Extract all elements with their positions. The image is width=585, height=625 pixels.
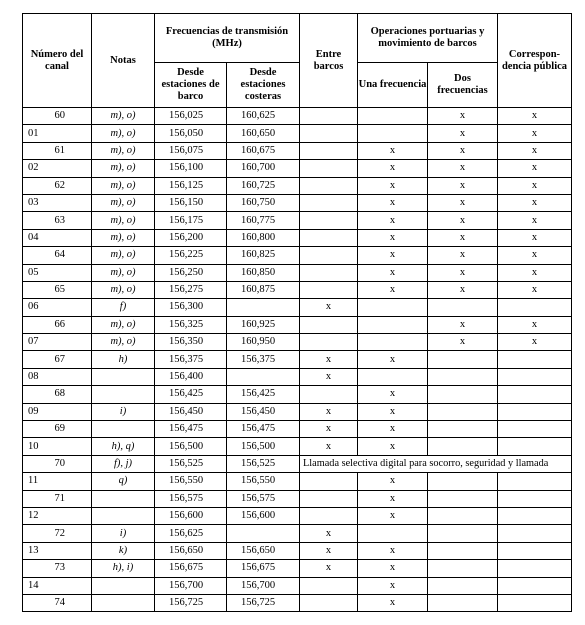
channel-number-cell: 64	[23, 247, 92, 264]
notes-cell: f)	[92, 299, 155, 316]
coast-frequency-cell: 156,700	[227, 577, 300, 594]
channel-number-cell: 62	[23, 177, 92, 194]
public-correspondence-cell	[498, 299, 572, 316]
table-row	[23, 142, 572, 159]
channel-number-cell: 05	[23, 264, 92, 281]
ship-frequency-cell: 156,675	[155, 560, 227, 577]
notes-cell	[92, 490, 155, 507]
coast-frequency-cell: 156,600	[227, 507, 300, 524]
channel-number-cell: 13	[23, 542, 92, 559]
coast-frequency-cell: 160,725	[227, 177, 300, 194]
public-correspondence-cell	[498, 386, 572, 403]
single-frequency-cell: x	[358, 577, 428, 594]
coast-frequency-cell: 156,500	[227, 438, 300, 455]
header-from-coast-stations: Desde estaciones costeras	[227, 63, 300, 108]
ship-to-ship-cell	[300, 473, 358, 490]
notes-cell	[92, 386, 155, 403]
public-correspondence-cell	[498, 594, 572, 611]
notes-cell: i)	[92, 525, 155, 542]
ship-to-ship-cell: x	[300, 368, 358, 385]
public-correspondence-cell	[498, 525, 572, 542]
coast-frequency-cell: 160,825	[227, 247, 300, 264]
public-correspondence-cell: x	[498, 160, 572, 177]
single-frequency-cell: x	[358, 560, 428, 577]
notes-cell	[92, 421, 155, 438]
public-correspondence-cell: x	[498, 108, 572, 125]
channel-number-cell: 03	[23, 194, 92, 211]
public-correspondence-cell: x	[498, 281, 572, 298]
ship-to-ship-cell: x	[300, 438, 358, 455]
ship-to-ship-cell: x	[300, 351, 358, 368]
ship-frequency-cell: 156,075	[155, 142, 227, 159]
single-frequency-cell: x	[358, 386, 428, 403]
channel-number-cell: 09	[23, 403, 92, 420]
single-frequency-cell: x	[358, 438, 428, 455]
single-frequency-cell: x	[358, 421, 428, 438]
table-row	[23, 194, 572, 211]
ship-to-ship-cell	[300, 194, 358, 211]
table-row	[23, 403, 572, 420]
table-row	[23, 108, 572, 125]
public-correspondence-cell: x	[498, 142, 572, 159]
table-row	[23, 368, 572, 385]
ship-to-ship-cell	[300, 177, 358, 194]
header-port-operations: Operaciones portuarias y movimiento de barcos	[358, 14, 498, 63]
ship-frequency-cell: 156,725	[155, 594, 227, 611]
table-row	[23, 264, 572, 281]
channel-table-container	[22, 13, 572, 612]
ship-to-ship-cell	[300, 108, 358, 125]
ship-to-ship-cell	[300, 316, 358, 333]
two-frequencies-cell	[428, 473, 498, 490]
channel-number-cell: 68	[23, 386, 92, 403]
single-frequency-cell: x	[358, 177, 428, 194]
two-frequencies-cell: x	[428, 212, 498, 229]
ship-to-ship-cell	[300, 212, 358, 229]
ship-to-ship-cell	[300, 160, 358, 177]
notes-cell: h)	[92, 351, 155, 368]
notes-cell: f), j)	[92, 455, 155, 472]
table-row	[23, 299, 572, 316]
table-row	[23, 334, 572, 351]
header-notes: Notas	[92, 14, 155, 108]
single-frequency-cell	[358, 368, 428, 385]
public-correspondence-cell: x	[498, 316, 572, 333]
two-frequencies-cell	[428, 421, 498, 438]
header-transmit-frequencies: Frecuencias de transmisión (MHz)	[155, 14, 300, 63]
header-public-correspondence: Correspon-dencia pública	[498, 14, 572, 108]
table-row	[23, 542, 572, 559]
single-frequency-cell	[358, 108, 428, 125]
ship-frequency-cell: 156,575	[155, 490, 227, 507]
single-frequency-cell: x	[358, 264, 428, 281]
table-row	[23, 455, 572, 472]
table-row	[23, 212, 572, 229]
coast-frequency-cell: 160,950	[227, 334, 300, 351]
coast-frequency-cell: 160,700	[227, 160, 300, 177]
public-correspondence-cell	[498, 490, 572, 507]
single-frequency-cell: x	[358, 160, 428, 177]
coast-frequency-cell: 156,450	[227, 403, 300, 420]
ship-to-ship-cell	[300, 142, 358, 159]
two-frequencies-cell: x	[428, 108, 498, 125]
public-correspondence-cell	[498, 351, 572, 368]
coast-frequency-cell: 156,725	[227, 594, 300, 611]
coast-frequency-cell: 160,675	[227, 142, 300, 159]
notes-cell: m), o)	[92, 334, 155, 351]
table-row	[23, 473, 572, 490]
channel-number-cell: 72	[23, 525, 92, 542]
ship-frequency-cell: 156,025	[155, 108, 227, 125]
ship-frequency-cell: 156,300	[155, 299, 227, 316]
single-frequency-cell: x	[358, 229, 428, 246]
single-frequency-cell: x	[358, 490, 428, 507]
coast-frequency-cell: 156,575	[227, 490, 300, 507]
table-row	[23, 421, 572, 438]
two-frequencies-cell	[428, 542, 498, 559]
public-correspondence-cell	[498, 403, 572, 420]
two-frequencies-cell	[428, 351, 498, 368]
ship-frequency-cell: 156,400	[155, 368, 227, 385]
two-frequencies-cell	[428, 560, 498, 577]
two-frequencies-cell	[428, 594, 498, 611]
ship-frequency-cell: 156,050	[155, 125, 227, 142]
coast-frequency-cell: 160,775	[227, 212, 300, 229]
ship-to-ship-cell: x	[300, 403, 358, 420]
ship-to-ship-cell	[300, 386, 358, 403]
two-frequencies-cell: x	[428, 125, 498, 142]
ship-to-ship-cell	[300, 577, 358, 594]
channel-number-cell: 10	[23, 438, 92, 455]
ship-to-ship-cell	[300, 594, 358, 611]
two-frequencies-cell	[428, 386, 498, 403]
header-two-frequencies: Dos frecuencias	[428, 63, 498, 108]
notes-cell: m), o)	[92, 194, 155, 211]
two-frequencies-cell	[428, 299, 498, 316]
notes-cell	[92, 577, 155, 594]
ship-to-ship-cell	[300, 490, 358, 507]
ship-frequency-cell: 156,625	[155, 525, 227, 542]
public-correspondence-cell	[498, 560, 572, 577]
ship-to-ship-cell	[300, 507, 358, 524]
channel-number-cell: 14	[23, 577, 92, 594]
two-frequencies-cell: x	[428, 264, 498, 281]
public-correspondence-cell	[498, 421, 572, 438]
ship-frequency-cell: 156,475	[155, 421, 227, 438]
ship-to-ship-cell	[300, 281, 358, 298]
ship-frequency-cell: 156,375	[155, 351, 227, 368]
single-frequency-cell: x	[358, 403, 428, 420]
coast-frequency-cell: 160,850	[227, 264, 300, 281]
notes-cell: m), o)	[92, 229, 155, 246]
table-row	[23, 507, 572, 524]
notes-cell: h), q)	[92, 438, 155, 455]
public-correspondence-cell	[498, 438, 572, 455]
two-frequencies-cell	[428, 525, 498, 542]
table-row	[23, 125, 572, 142]
public-correspondence-cell	[498, 542, 572, 559]
two-frequencies-cell	[428, 438, 498, 455]
two-frequencies-cell: x	[428, 334, 498, 351]
notes-cell: m), o)	[92, 264, 155, 281]
coast-frequency-cell: 156,525	[227, 455, 300, 472]
channel-number-cell: 11	[23, 473, 92, 490]
channel-number-cell: 60	[23, 108, 92, 125]
single-frequency-cell: x	[358, 542, 428, 559]
table-row	[23, 281, 572, 298]
two-frequencies-cell	[428, 577, 498, 594]
two-frequencies-cell	[428, 403, 498, 420]
single-frequency-cell: x	[358, 212, 428, 229]
channel-number-cell: 74	[23, 594, 92, 611]
header-channel-number: Número del canal	[23, 14, 92, 108]
channel-frequency-table	[22, 13, 572, 612]
channel-number-cell: 70	[23, 455, 92, 472]
coast-frequency-cell: 156,650	[227, 542, 300, 559]
single-frequency-cell	[358, 316, 428, 333]
single-frequency-cell: x	[358, 594, 428, 611]
coast-frequency-cell: 160,625	[227, 108, 300, 125]
single-frequency-cell	[358, 299, 428, 316]
ship-to-ship-cell: x	[300, 560, 358, 577]
ship-to-ship-cell	[300, 125, 358, 142]
notes-cell: m), o)	[92, 316, 155, 333]
notes-cell: m), o)	[92, 212, 155, 229]
table-row	[23, 438, 572, 455]
coast-frequency-cell	[227, 299, 300, 316]
header-ship-to-ship: Entre barcos	[300, 14, 358, 108]
two-frequencies-cell: x	[428, 281, 498, 298]
ship-frequency-cell: 156,425	[155, 386, 227, 403]
coast-frequency-cell: 156,475	[227, 421, 300, 438]
table-row	[23, 490, 572, 507]
ship-to-ship-cell: x	[300, 542, 358, 559]
coast-frequency-cell: 156,425	[227, 386, 300, 403]
coast-frequency-cell: 160,650	[227, 125, 300, 142]
ship-frequency-cell: 156,600	[155, 507, 227, 524]
header-from-ship-stations: Desde estaciones de barco	[155, 63, 227, 108]
ship-frequency-cell: 156,125	[155, 177, 227, 194]
single-frequency-cell: x	[358, 507, 428, 524]
ship-frequency-cell: 156,150	[155, 194, 227, 211]
single-frequency-cell: x	[358, 473, 428, 490]
header-single-frequency: Una frecuencia	[358, 63, 428, 108]
ship-frequency-cell: 156,525	[155, 455, 227, 472]
channel-number-cell: 71	[23, 490, 92, 507]
ship-frequency-cell: 156,200	[155, 229, 227, 246]
ship-frequency-cell: 156,325	[155, 316, 227, 333]
table-row	[23, 577, 572, 594]
single-frequency-cell	[358, 334, 428, 351]
channel-number-cell: 63	[23, 212, 92, 229]
notes-cell: h), i)	[92, 560, 155, 577]
public-correspondence-cell	[498, 368, 572, 385]
table-row	[23, 386, 572, 403]
coast-frequency-cell	[227, 368, 300, 385]
ship-to-ship-cell: x	[300, 299, 358, 316]
public-correspondence-cell	[498, 473, 572, 490]
coast-frequency-cell: 156,550	[227, 473, 300, 490]
single-frequency-cell: x	[358, 351, 428, 368]
ship-to-ship-cell	[300, 264, 358, 281]
notes-cell: m), o)	[92, 177, 155, 194]
notes-cell: m), o)	[92, 247, 155, 264]
public-correspondence-cell: x	[498, 212, 572, 229]
channel-number-cell: 73	[23, 560, 92, 577]
notes-cell: m), o)	[92, 160, 155, 177]
channel-number-cell: 65	[23, 281, 92, 298]
channel-number-cell: 12	[23, 507, 92, 524]
table-row	[23, 351, 572, 368]
two-frequencies-cell: x	[428, 160, 498, 177]
table-body	[23, 108, 572, 612]
notes-cell: m), o)	[92, 281, 155, 298]
channel-number-cell: 08	[23, 368, 92, 385]
coast-frequency-cell: 160,875	[227, 281, 300, 298]
two-frequencies-cell: x	[428, 229, 498, 246]
ship-frequency-cell: 156,275	[155, 281, 227, 298]
channel-number-cell: 04	[23, 229, 92, 246]
table-row	[23, 594, 572, 611]
notes-cell: i)	[92, 403, 155, 420]
notes-cell	[92, 507, 155, 524]
single-frequency-cell: x	[358, 281, 428, 298]
table-row	[23, 247, 572, 264]
notes-cell	[92, 594, 155, 611]
channel-number-cell: 02	[23, 160, 92, 177]
ship-frequency-cell: 156,450	[155, 403, 227, 420]
table-row	[23, 316, 572, 333]
coast-frequency-cell: 160,750	[227, 194, 300, 211]
ship-frequency-cell: 156,700	[155, 577, 227, 594]
two-frequencies-cell	[428, 490, 498, 507]
notes-cell: m), o)	[92, 108, 155, 125]
notes-cell: m), o)	[92, 125, 155, 142]
channel-number-cell: 01	[23, 125, 92, 142]
ship-frequency-cell: 156,650	[155, 542, 227, 559]
coast-frequency-cell	[227, 525, 300, 542]
ship-to-ship-cell: x	[300, 421, 358, 438]
public-correspondence-cell: x	[498, 194, 572, 211]
single-frequency-cell: x	[358, 142, 428, 159]
single-frequency-cell: x	[358, 194, 428, 211]
public-correspondence-cell: x	[498, 177, 572, 194]
ship-frequency-cell: 156,350	[155, 334, 227, 351]
ship-to-ship-cell	[300, 334, 358, 351]
public-correspondence-cell: x	[498, 125, 572, 142]
ship-frequency-cell: 156,250	[155, 264, 227, 281]
ship-frequency-cell: 156,500	[155, 438, 227, 455]
table-row	[23, 229, 572, 246]
two-frequencies-cell: x	[428, 177, 498, 194]
public-correspondence-cell: x	[498, 264, 572, 281]
ship-to-ship-cell	[300, 229, 358, 246]
ship-to-ship-cell: x	[300, 525, 358, 542]
public-correspondence-cell: x	[498, 334, 572, 351]
table-row	[23, 560, 572, 577]
table-row	[23, 177, 572, 194]
channel-number-cell: 69	[23, 421, 92, 438]
two-frequencies-cell	[428, 368, 498, 385]
notes-cell	[92, 368, 155, 385]
public-correspondence-cell	[498, 507, 572, 524]
table-row	[23, 525, 572, 542]
channel-number-cell: 66	[23, 316, 92, 333]
ship-frequency-cell: 156,225	[155, 247, 227, 264]
table-row	[23, 160, 572, 177]
notes-cell: k)	[92, 542, 155, 559]
channel-number-cell: 06	[23, 299, 92, 316]
single-frequency-cell	[358, 125, 428, 142]
two-frequencies-cell: x	[428, 194, 498, 211]
two-frequencies-cell	[428, 507, 498, 524]
ship-to-ship-cell	[300, 247, 358, 264]
two-frequencies-cell: x	[428, 247, 498, 264]
channel-number-cell: 61	[23, 142, 92, 159]
public-correspondence-cell: x	[498, 229, 572, 246]
channel-number-cell: 07	[23, 334, 92, 351]
two-frequencies-cell: x	[428, 142, 498, 159]
two-frequencies-cell: x	[428, 316, 498, 333]
channel-number-cell: 67	[23, 351, 92, 368]
ship-frequency-cell: 156,550	[155, 473, 227, 490]
single-frequency-cell	[358, 525, 428, 542]
coast-frequency-cell: 160,800	[227, 229, 300, 246]
coast-frequency-cell: 156,375	[227, 351, 300, 368]
dsc-note-cell: Llamada selectiva digital para socorro, seguridad y llamada	[300, 455, 572, 472]
public-correspondence-cell: x	[498, 247, 572, 264]
public-correspondence-cell	[498, 577, 572, 594]
ship-frequency-cell: 156,175	[155, 212, 227, 229]
coast-frequency-cell: 156,675	[227, 560, 300, 577]
notes-cell: q)	[92, 473, 155, 490]
single-frequency-cell: x	[358, 247, 428, 264]
ship-frequency-cell: 156,100	[155, 160, 227, 177]
notes-cell: m), o)	[92, 142, 155, 159]
coast-frequency-cell: 160,925	[227, 316, 300, 333]
